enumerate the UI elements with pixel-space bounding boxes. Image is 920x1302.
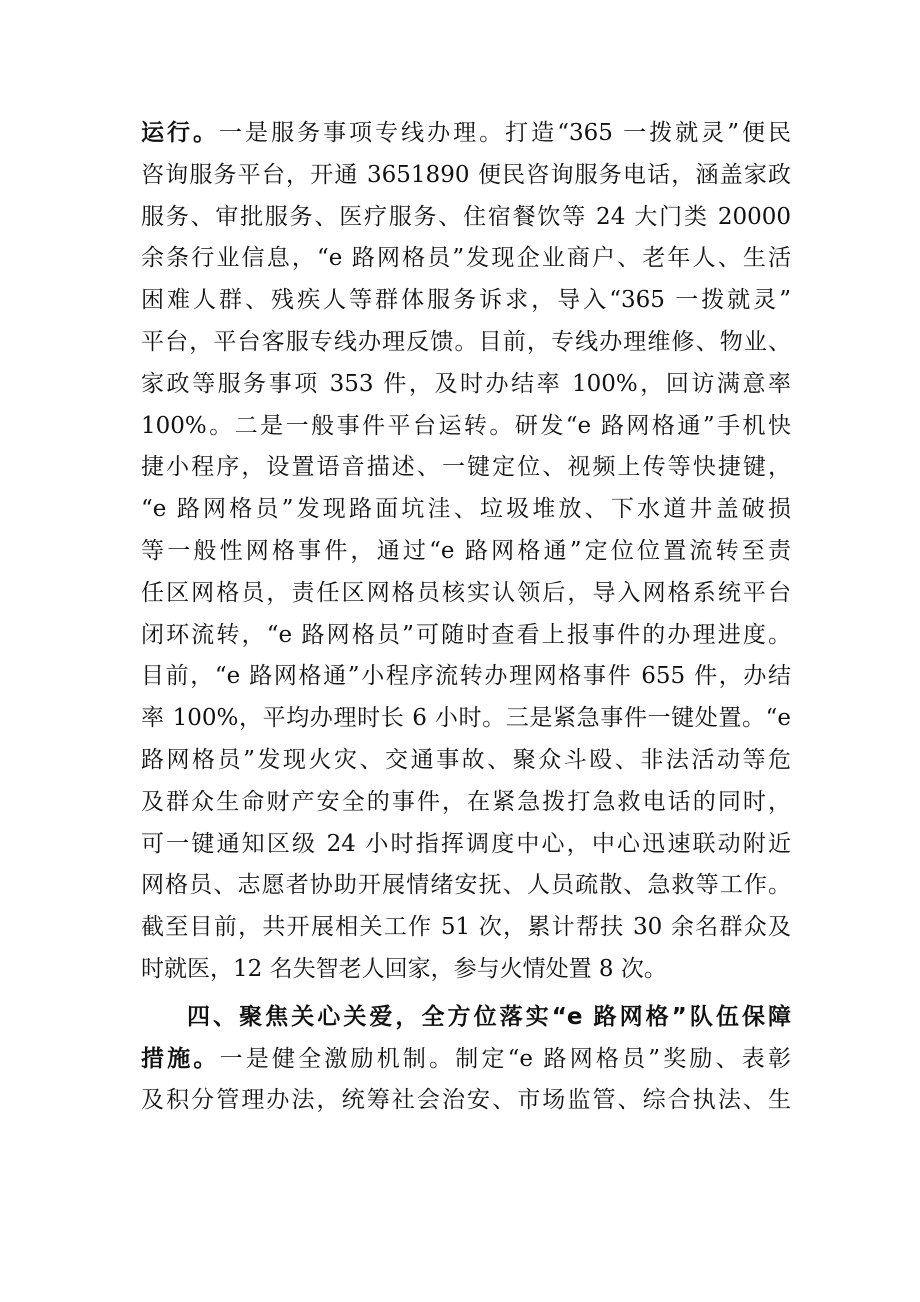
text-line bbox=[141, 197, 791, 239]
text-line bbox=[141, 364, 791, 406]
body-text: 率 100%，平均办理时长 6 小时。三是紧急事件一键处置。“e bbox=[141, 705, 791, 732]
bold-lead-text: 四、聚焦关心关爱，全方位落实“e 路网格”队伍保障 bbox=[187, 1003, 791, 1030]
body-text: 截至目前，共开展相关工作 51 次，累计帮扶 30 余名群众及 bbox=[141, 914, 791, 941]
body-text: 平台，平台客服专线办理反馈。目前，专线办理维修、物业、 bbox=[141, 328, 791, 355]
body-text: 困难人群、残疾人等群体服务诉求，导入“365 一拨就灵” bbox=[141, 287, 791, 314]
document-body bbox=[141, 113, 791, 1122]
body-text: 等一般性网格事件，通过“e 路网格通”定位位置流转至责 bbox=[141, 537, 791, 564]
body-text: 时就医，12 名失智老人回家，参与火情处置 8 次。 bbox=[141, 955, 667, 982]
bold-lead-text: 措施。 bbox=[141, 1045, 220, 1072]
text-line bbox=[141, 280, 791, 322]
text-line bbox=[141, 113, 791, 155]
text-line bbox=[141, 1080, 791, 1122]
text-line bbox=[141, 656, 791, 698]
text-line bbox=[141, 615, 791, 657]
body-text: 余条行业信息，“e 路网格员”发现企业商户、老年人、生活 bbox=[141, 245, 791, 272]
body-text: 咨询服务平台，开通 3651890 便民咨询服务电话，涵盖家政 bbox=[141, 161, 791, 188]
body-text: 网格员、志愿者协助开展情绪安抚、人员疏散、急救等工作。 bbox=[141, 872, 791, 899]
text-line bbox=[141, 447, 791, 489]
text-line bbox=[141, 238, 791, 280]
paragraph-section-3-continued bbox=[141, 113, 791, 991]
text-line bbox=[141, 740, 791, 782]
text-line bbox=[141, 997, 791, 1039]
text-line bbox=[141, 1039, 791, 1081]
text-line bbox=[141, 322, 791, 364]
body-text: 100%。二是一般事件平台运转。研发“e 路网格通”手机快 bbox=[141, 412, 791, 439]
text-line bbox=[141, 531, 791, 573]
body-text: 及积分管理办法，统筹社会治安、市场监管、综合执法、生 bbox=[141, 1087, 791, 1114]
body-text: 一是健全激励机制。制定“e 路网格员”奖励、表彰 bbox=[219, 1045, 791, 1072]
text-line bbox=[141, 489, 791, 531]
text-line bbox=[141, 698, 791, 740]
body-text: 闭环流转，“e 路网格员”可随时查看上报事件的办理进度。 bbox=[141, 621, 791, 648]
text-line bbox=[141, 907, 791, 949]
body-text: 可一键通知区级 24 小时指挥调度中心，中心迅速联动附近 bbox=[141, 830, 791, 857]
bold-lead-text: 运行。 bbox=[141, 120, 220, 146]
text-line bbox=[141, 406, 791, 448]
body-text: 服务、审批服务、医疗服务、住宿餐饮等 24 大门类 20000 bbox=[141, 203, 791, 230]
text-line bbox=[141, 155, 791, 197]
text-line bbox=[141, 782, 791, 824]
body-text: 目前，“e 路网格通”小程序流转办理网格事件 655 件，办结 bbox=[141, 663, 791, 690]
body-text: 任区网格员，责任区网格员核实认领后，导入网格系统平台 bbox=[141, 579, 791, 606]
body-text: 路网格员”发现火灾、交通事故、聚众斗殴、非法活动等危 bbox=[141, 746, 791, 773]
body-text: “e 路网格员”发现路面坑洼、垃圾堆放、下水道井盖破损 bbox=[141, 496, 791, 523]
text-line bbox=[141, 824, 791, 866]
body-text: 捷小程序，设置语音描述、一键定位、视频上传等快捷键， bbox=[141, 454, 791, 481]
body-text: 一是服务事项专线办理。打造“365 一拨就灵”便民 bbox=[219, 120, 792, 146]
body-text: 及群众生命财产安全的事件，在紧急拨打急救电话的同时， bbox=[141, 788, 791, 815]
paragraph-section-4 bbox=[141, 997, 791, 1122]
text-line bbox=[141, 865, 791, 907]
text-line bbox=[141, 949, 791, 991]
text-line bbox=[141, 573, 791, 615]
body-text: 家政等服务事项 353 件，及时办结率 100%，回访满意率 bbox=[141, 370, 791, 397]
